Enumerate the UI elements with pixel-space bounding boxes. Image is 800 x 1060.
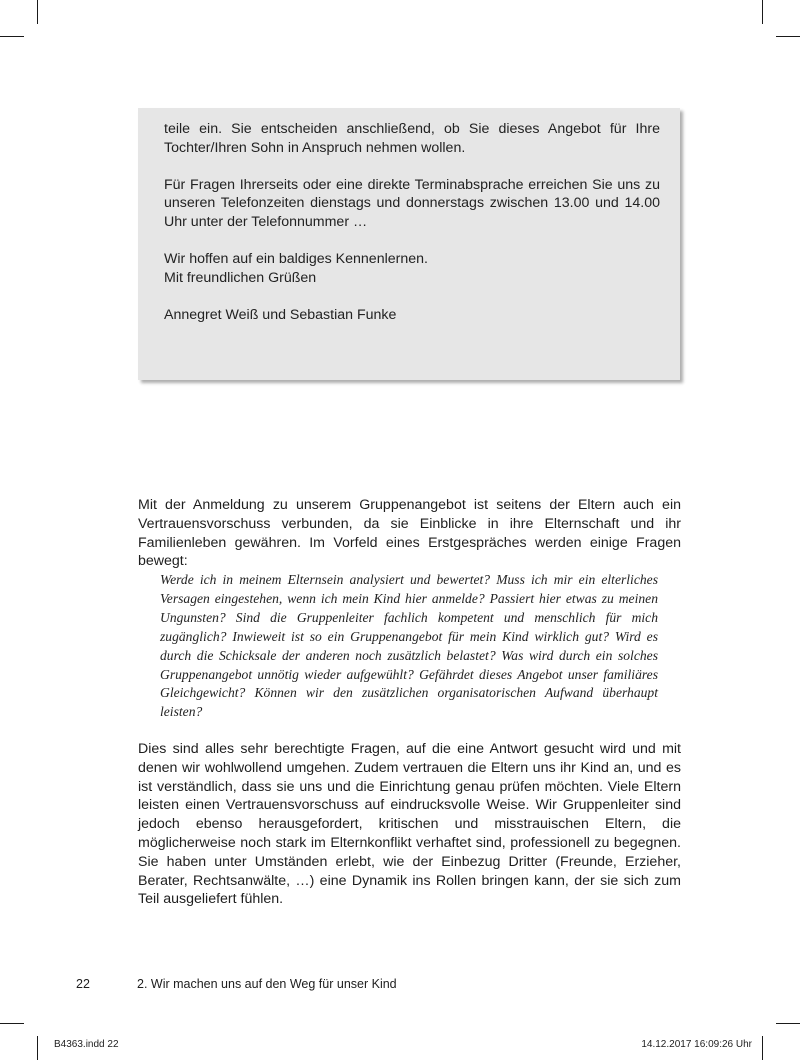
quote-text: Werde ich in meinem Elternsein analysiert und bewertet? Muss ich mir ein elterliches Versagen eingestehen, wenn ich mein Kind hier anmelde? Passiert hier etwas zu meinen Ungunsten? Sind die Gruppenleiter fachlich kompetent und menschlich für mich zugänglich? Inwieweit ist so ein Gruppenangebot für mein Kind wirklich gut? Wird es durch die Schicksale der anderen noch zusätzlich belastet? Was wird durch ein solches Gruppenangebot unnötig wieder aufgewühlt? Gefährdet dieses Angebot unser familiäres Gleichgewicht? Können wir den zusätzlichen organisatorischen Aufwand überhaupt leisten?: [160, 572, 658, 720]
crop-mark: [776, 1023, 800, 1024]
letter-text: [164, 120, 660, 343]
letter-greeting: Mit freundlichen Grüßen: [164, 269, 317, 286]
crop-mark: [37, 1036, 38, 1060]
crop-mark: [762, 0, 763, 24]
intro-paragraph: [138, 496, 681, 571]
conclusion-paragraph: [138, 740, 681, 909]
crop-mark: [37, 0, 38, 24]
running-footer: 2. Wir machen uns auf den Weg für unser Kind: [137, 977, 397, 991]
crop-mark: [762, 1036, 763, 1060]
quote-block: [160, 571, 658, 722]
crop-mark: [776, 36, 800, 37]
intro-text: Mit der Anmeldung zu unserem Gruppenangebot ist seitens der Eltern auch ein Vertrauensvorschuss verbunden, da sie Einblicke in ihre Elternschaft und ihr Familienleben gewähren. Im Vorfeld eines Erstgespräches werden einige Fragen bewegt:: [138, 497, 681, 570]
slug-file: B4363.indd 22: [54, 1039, 119, 1050]
crop-mark: [0, 36, 24, 37]
letter-closing: Wir hoffen auf ein baldiges Kennenlernen.: [164, 251, 428, 268]
page-number: 22: [76, 977, 90, 991]
crop-mark: [0, 1023, 24, 1024]
letter-box: [138, 108, 680, 380]
letter-paragraph: Für Fragen Ihrerseits oder eine direkte Terminabsprache erreichen Sie uns zu unseren Telefonzeiten dienstags und donnerstags zwischen 13.00 und 14.00 Uhr unter der Telefonnummer …: [164, 176, 660, 230]
letter-paragraph: teile ein. Sie entscheiden anschließend, ob Sie dieses Angebot für Ihre Tochter/Ihren Sohn in Anspruch nehmen wollen.: [164, 121, 660, 156]
letter-signature: Annegret Weiß und Sebastian Funke: [164, 306, 397, 323]
slug-datetime: 14.12.2017 16:09:26 Uhr: [641, 1039, 752, 1050]
conclusion-text: Dies sind alles sehr berechtigte Fragen, auf die eine Antwort gesucht wird und mit denen wir wohlwollend umgehen. Zudem vertrauen die Eltern uns ihr Kind an, und es ist verständlich, dass sie uns und die Einrichtung genau prüfen möchten. Viele Eltern leisten einen Vertrauensvorschuss auf eindrucksvolle Weise. Wir Gruppenleiter sind jedoch ebenso herausgefordert, kritischen und misstrauischen Eltern, die möglicherweise noch stark im Elternkonflikt verhaftet sind, professionell zu begegnen. Sie haben unter Umständen erlebt, wie der Einbezug Dritter (Freunde, Erzieher, Berater, Rechtsanwälte, …) eine Dynamik ins Rollen bringen kann, der sie sich zum Teil ausgeliefert fühlen.: [138, 741, 681, 908]
